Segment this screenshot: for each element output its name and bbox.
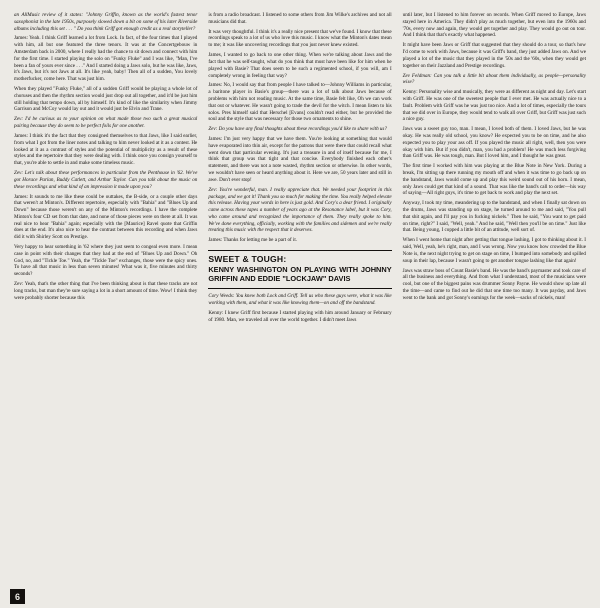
paragraph: until later, but I listened to him forever on records. When Griff moved to Europe, Jaws stayed here in America. They didn't play as much together, but even into the 1960s and '70s, every now and again, they would get together and play. They would go out on tour. And I think that that's exactly what happened. xyxy=(402,12,586,39)
paragraph: Zev: Yeah, that's the other thing that I've been thinking about is that these tracks are not long tracks, but man they're sure saying a lot in a short amount of time. Wow! I think they were probably shorter because this xyxy=(14,281,198,301)
paragraph: Kenny: Personality wise and musically, they were as different as night and day. Let's start with Griff. He was one of the sweetest people that I ever met. He was actually nice to a fault. Problem with Griff was he was just too nice. And a lot of times, especially the tours that we did over in Europe, they would tend to walk all over Griff, but Griff was just such a nice guy. xyxy=(402,89,586,123)
article-columns xyxy=(14,10,586,570)
paragraph: James: I think it's the fact that they consigned themselves to that Jaws, like I said earlier, from what I got from the liner notes and talking to him never looked at it as a contest. He looked at it as a contrast of styles and the potential of multiplicity as a result of these styles and the repertoire that they were dealing with. I think once you consign yourself to that, you're able to settle in and make some timeless music. xyxy=(14,133,198,167)
paragraph: Zev Feldman: Can you talk a little bit about them individually, as people—personality wise? xyxy=(402,72,586,86)
paragraph: When I went home that night after getting that tongue lashing, I got to thinking about it. I said, Well, yeah, he's right, man, and I was wrong. Now you know how crowded the Blue Note is, the next night trying to get on stage on time, I bumped into somebody and spilled soup in their lap, because I wasn't going to get another tongue lashing like that again! xyxy=(402,237,586,264)
headline-title: SWEET & TOUGH: xyxy=(208,254,287,265)
paragraph: Kenny: I knew Griff first because I started playing with him around January or February of 1980. Man, we traveled all over the world together. I didn't meet Jaws xyxy=(208,309,392,323)
paragraph: When they played "Funky Fluke," all of a sudden Griff would be playing a whole lot of choruses and then the rhythm section would just drop out all together, and it'd be just him still holding that tempo down, all by himself. It's kind of like the similarity when Jimmy Garrison and McCoy would lay out and it would just be Elvin and Trane. xyxy=(14,86,198,113)
paragraph: James: Yeah. I think Griff learned a lot from Lock. In fact, of the four times that I played with him, all but one featured the three tenors. It was at the Concertgebouw in Amsterdam back in 2000, where I really had the chance to sit down and connect with him for the first time. I started playing the solo on "Funky Fluke" and I was like, "Man, I've been a fan of yours ever since . . ." And I started doing a Jaws solo, but he was like, Jaws, it's Jaws, but it's not Jaws at all. It's like yeah, baby! Then all of a sudden, You lovely motherfucker, come here. That was just him. xyxy=(14,35,198,83)
paragraph: James: No, I would say that from people I have talked to—Johnny Williams in particular, a baritone player in Basie's group—there was a lot of talk about Jaws because of problems with him not reading music. At the same time, Basie felt like, Oh we can work that out or whatever. He wasn't going to trade the devil for the witch. I mean listen to his solos. Pres himself said that Herschel [Evans] couldn't read either, but he provided the soul and the style that was necessary for those two ornaments to shine. xyxy=(208,82,392,123)
paragraph: James: I'm just very happy that we have them. You're looking at something that would have evaporated into thin air, except for the patrons that were there that could recall what went down that particular evening. It's just a treasure in and of itself because for me, I think that group was that tight and that concise. Everybody finished each other's statement, and there was not a note wasted, rhythm section or otherwise. In other words, we wouldn't have seen or heard anything about it. Here we are, 50 years later and still in awe. Don't ever stop! xyxy=(208,136,392,183)
paragraph: It might have been Jaws or Griff that suggested that they should do a tour, so that's how I'd come to work with Jaws, because it was Griff's band, they just added Jaws on. And we played a lot of the music that they played in the '50s and the '60s, when they would get together on their Jazzland and Prestige recordings. xyxy=(402,42,586,69)
paragraph: Zev: Do you have any final thoughts about these recordings you'd like to share with us? xyxy=(208,126,387,133)
paragraph: James: It sounds to me like these could be outtakes, the B-side, or a couple other days that weren't at Minton's. Different repertoire, especially with "Bahia" and "Blues Up and Down" because those weren't on any of the Minton's recordings. I have the complete Minton's four CD set from that date, and none of those pieces were on there at all. It was real nice to hear "Bahia" again; especially with the [Maurice] Ravel quote that Griffin does at the end. It's also nice to hear the contrast between this recording and when Jaws did it with Shirley Scott on Prestige. xyxy=(14,193,198,241)
paragraph: James, I wanted to go back to one other thing. When we're talking about Jaws and the fact that he was self-taught, what do you think that must have been like for him when he played with Basie? That does seem to be such a regimented school, if you will, am I completely wrong in feeling that way? xyxy=(208,52,392,79)
paragraph: an AllMusic review of it states: "Johnny Griffin, known as the world's fastest tenor saxophonist in the late 1950s, purposely slowed down a bit on some of his later Riverside albums including this set . . . " Do you think Griff got enough credit as a real storyteller? xyxy=(14,12,198,32)
paragraph: The first time I worked with him was playing at the Blue Note in New York. During a break, I'm sitting up there running my mouth off and when it was time to go back up on the bandstand, Jaws would come up and play this weird sound out of his horn. I mean, only Jaws could get that kind of a sound. That was like the band's call to order—his way of saying—All right guys, it's time to get back to work and play the next set. xyxy=(402,163,586,197)
paragraph: Jaws was a sweet guy too, man. I mean, I loved both of them. I loved Jaws, but he was okay. He was really old school, you know? He expected you to be on time, and he also expected you to play your ass off. If you played the music all right, well, then you were okay with him. But if you didn't, man, you had a problem! He was much less forgiving than Griff was. He was tough, man. But I loved him, and I thought he was great. xyxy=(402,126,586,160)
headline-subtitle: KENNY WASHINGTON ON PLAYING WITH JOHNNY GRIFFIN AND EDDIE "LOCKJAW" DAVIS xyxy=(208,265,392,283)
section-headline xyxy=(208,250,391,289)
paragraph: It was very thoughtful. I think it's a really nice present that we've found. I know that these recordings speak to a lot of us who love this music. I know what the Minton's dates mean to me; it was like uncovering recordings that you just never knew existed. xyxy=(208,28,392,49)
paragraph: Zev: You're wonderful, man. I really appreciate that. We needed your footprint in this package, and we got it! Thank you so much for making the time. You really helped elevate this release. Having your words in here is just gold. And Cory's a dear friend. I originally came across these tapes a number of years ago at the Resonance label, but it was Cory, who came around and recognized the importance of them. They really spoke to him. We've done everything, officially, working with the families and sidemen and we're really treating this music with the respect that it deserves. xyxy=(208,186,392,234)
page-number: 6 xyxy=(10,589,25,604)
paragraph: James: Thanks for letting me be a part of it. xyxy=(208,237,298,244)
paragraph: Jaws was straw boss of Count Basie's band. He was the band's paymaster and took care of all the business and everything. And from what I understand, most of the musicians were cool, but one of the biggest pains was drummer Sonny Payne. He would show up late all the time—and came to find out he did that one time too many. It was payday, and Jaws went to the bank and got Sonny's earnings for the week—sacks of nickels, man! xyxy=(402,267,586,301)
paragraph: is from a radio broadcast. I listened to some others from Jim Wilke's archives and not all musicians did that. xyxy=(208,12,392,25)
paragraph: Zev: I'd be curious as to your opinion on what made those two such a great musical pairing because they do seem to be perfect foils for one another. xyxy=(14,116,198,130)
paragraph: Zev: Let's talk about these performances in particular from the Penthouse in '62. We've got Horace Parlan, Buddy Catlett, and Arthur Taylor. Can you talk about the music on these recordings and what kind of an impression it made upon you? xyxy=(14,170,198,190)
paragraph: Very happy to hear something in '62 where they just seem to congeal even more. I mean case in point with their changes that they had at the end of "Blues Up and Down." Oh God, no, and "Tickle Toe." Yeah, the "Tickle Toe" exchanges, those were the spicy ones. To have all that music in less than seven minutes! What was it, five minutes and thirty seconds? xyxy=(14,244,198,278)
column-2 xyxy=(208,10,391,570)
column-3 xyxy=(403,10,586,570)
column-1 xyxy=(14,10,197,570)
paragraph: Cory Weeds: You knew both Lock and Griff. Tell us who these guys were, what it was like working with them, and what it was like knowing them—on and off the bandstand. xyxy=(208,293,392,306)
paragraph: Anyway, I took my time, meandering up to the bandstand, and when I finally sat down on the drums, Jaws was standing up on stage, he turned around to me and said, "You pull that shit again, and I'll pay you in fucking nickels." Then he said, "You want to get paid on time, right?" I said, "Well, yeah." And he said, "Well then you'll be on time." Just like that. Being young, I copped a little bit of an attitude, well sort of. xyxy=(402,200,586,234)
